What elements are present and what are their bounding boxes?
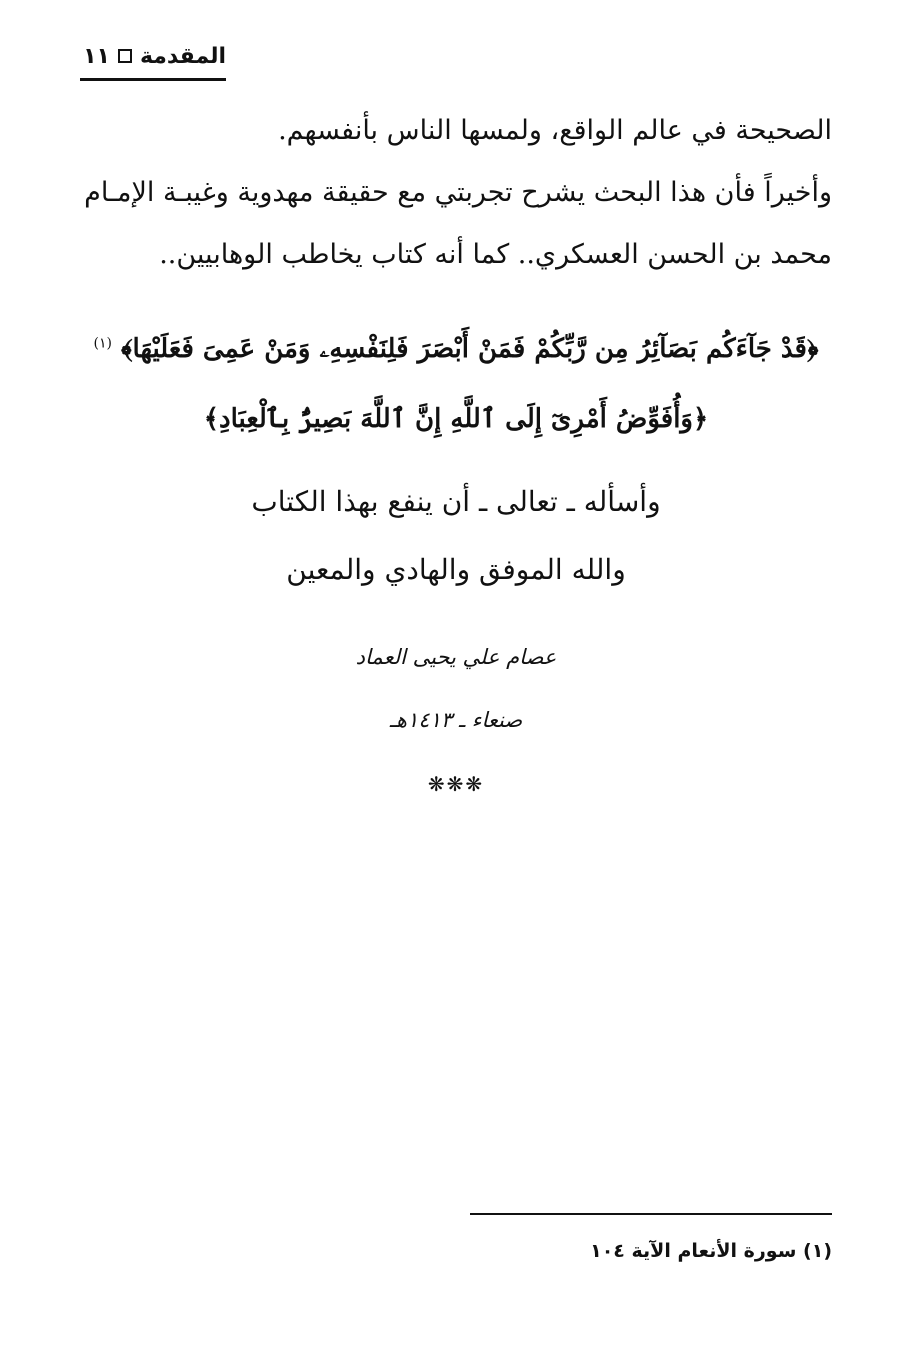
footnote-reference: (١) bbox=[93, 335, 112, 352]
body-paragraph bbox=[80, 100, 832, 286]
footnote-rule bbox=[470, 1213, 832, 1215]
verse-1-text: ﴿قَدْ جَآءَكُم بَصَآئِرُ مِن رَّبِّكُمْ فَمَنْ أَبْصَرَ فَلِنَفْسِهِۦ وَمَنْ عَمِىَ فَعَلَيْهَا﴾ bbox=[121, 334, 819, 364]
body-line-2: وأخيراً فأن هذا البحث يشرح تجربتي مع حقيقة مهدوية وغيبـة الإمـام bbox=[84, 177, 832, 208]
body-line-3: محمد بن الحسن العسكري.. كما أنه كتاب يخاطب الوهابيين.. bbox=[159, 239, 832, 270]
hollow-square-icon bbox=[118, 49, 132, 63]
author-signature: عصام علي يحيى العماد bbox=[355, 645, 557, 669]
body-line-1: الصحيحة في عالم الواقع، ولمسها الناس بأنفسهم. bbox=[278, 115, 832, 146]
place-date: صنعاء ـ ١٤١٣هـ bbox=[389, 708, 523, 732]
verse-2-text: ﴿وَأُفَوِّضُ أَمْرِىٓ إِلَى ٱللَّهِ إِنَّ ٱللَّهَ بَصِيرٌۢ بِٱلْعِبَادِ﴾ bbox=[203, 404, 709, 434]
running-header bbox=[80, 38, 226, 74]
quran-verse-1 bbox=[80, 334, 832, 365]
chapter-title: المقدمة bbox=[139, 43, 226, 69]
footnote: (١) سورة الأنعام الآية ١٠٤ bbox=[590, 1240, 832, 1262]
closing-line-1: وأسأله ـ تعالى ـ أن ينفع بهذا الكتاب bbox=[251, 485, 661, 518]
header-rule bbox=[80, 78, 226, 81]
quran-verse-2 bbox=[80, 404, 832, 434]
page-number: ١١ bbox=[83, 43, 110, 69]
section-break-asterisks: ❋❋❋ bbox=[427, 772, 485, 796]
closing-line-2: والله الموفق والهادي والمعين bbox=[286, 553, 626, 586]
